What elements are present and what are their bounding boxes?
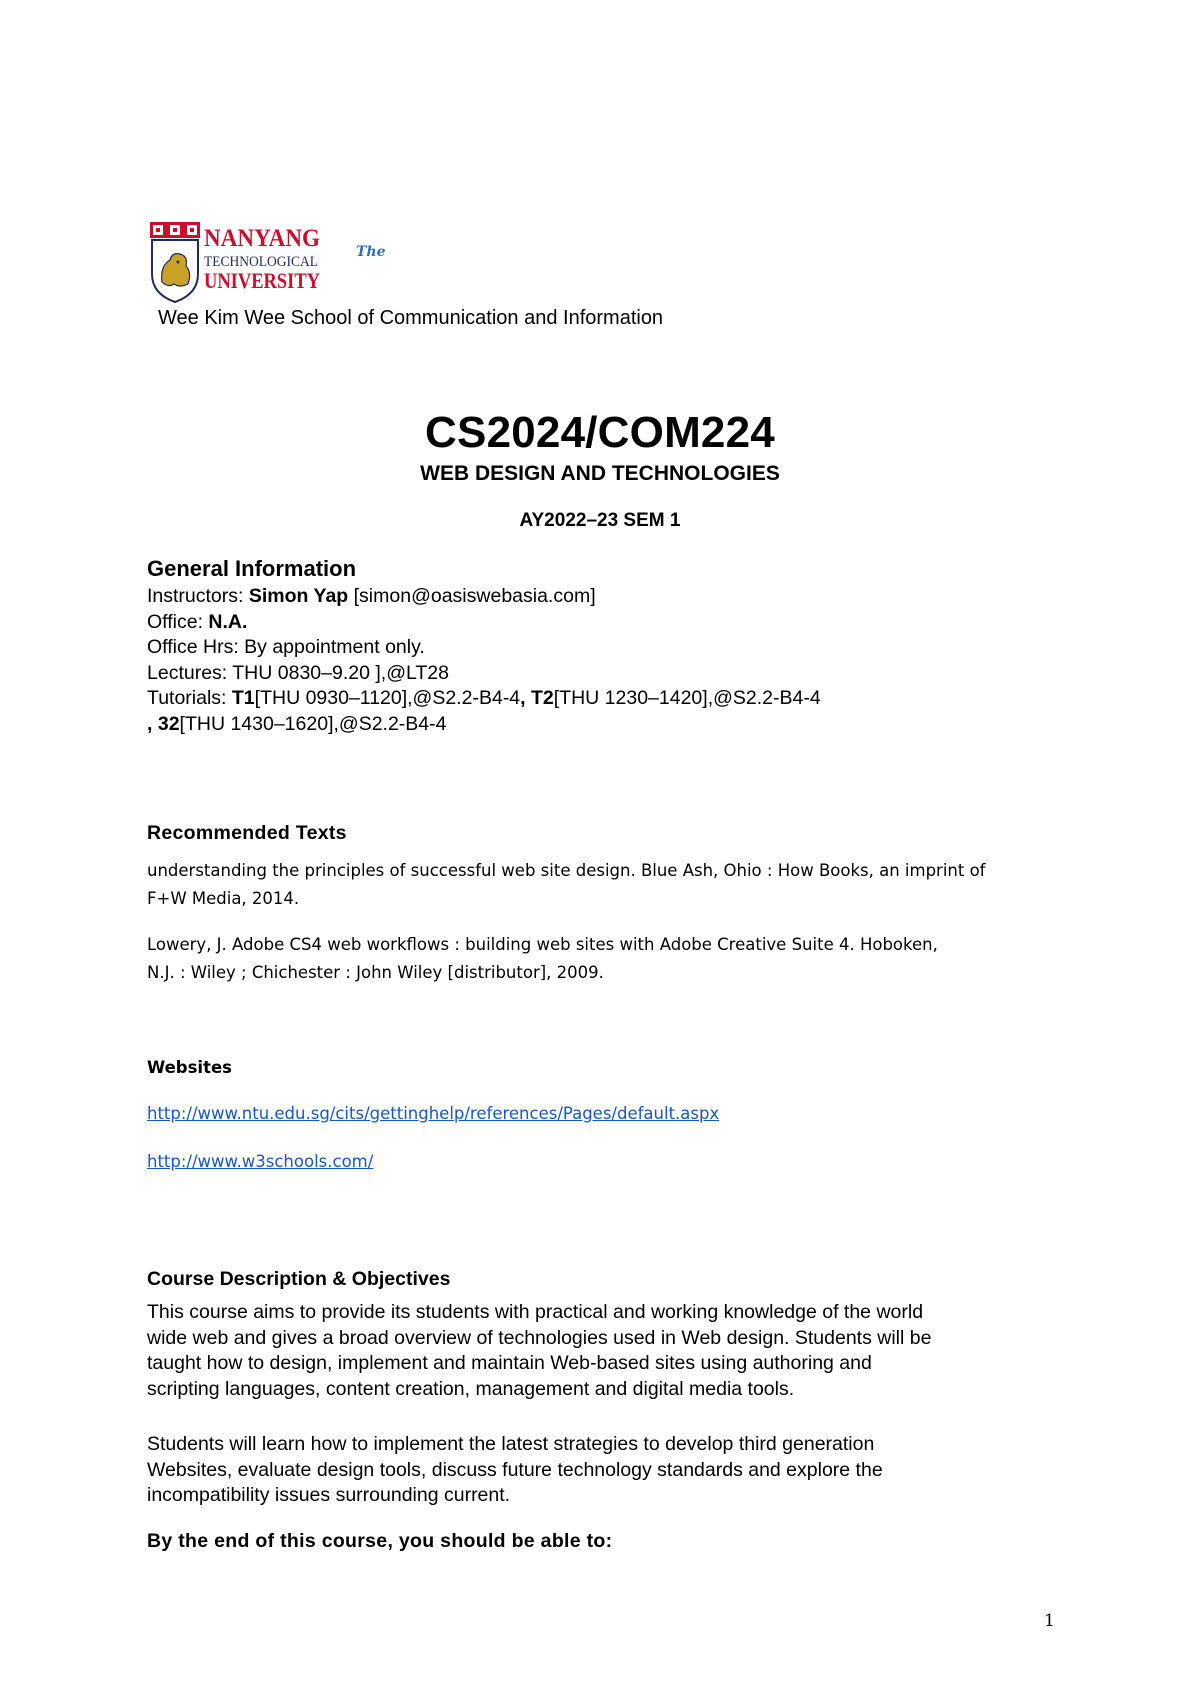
- svg-text:UNIVERSITY: UNIVERSITY: [204, 268, 321, 293]
- lectures-line: Lectures: THU 0830–9.20 ],@LT28: [147, 661, 449, 684]
- paragraph-line: taught how to design, implement and maintain Web-based sites using authoring and: [147, 1352, 872, 1374]
- logo-suffix: The: [356, 244, 386, 260]
- paragraph-line: wide web and gives a broad overview of technologies used in Web design. Students will be: [147, 1326, 932, 1349]
- recommended-text-1-line-2: F+W Media, 2014.: [147, 889, 300, 908]
- paragraph-line: This course aims to provide its students with practical and working knowledge of the world: [147, 1301, 924, 1323]
- websites-heading: Websites: [147, 1058, 232, 1077]
- recommended-text-2-line-1: Lowery, J. Adobe CS4 web workflows : building web sites with Adobe Creative Suite 4. Hoboken,: [147, 935, 938, 954]
- course-term: AY2022–23 SEM 1: [519, 510, 681, 531]
- course-description-heading: Course Description & Objectives: [147, 1268, 451, 1290]
- paragraph-line: incompatibility issues surrounding current.: [147, 1484, 511, 1506]
- tutorial-t1-value: [THU 0930–1120],@S2.2-B4-4: [254, 687, 521, 709]
- instructors-label: Instructors:: [147, 585, 249, 607]
- tutorial-t2-label: T2: [531, 687, 554, 709]
- logo-wordmark: [200, 222, 326, 302]
- recommended-text-2: [147, 931, 1107, 987]
- general-info-heading: General Information: [147, 556, 357, 581]
- website-link-w3schools[interactable]: http://www.w3schools.com/: [147, 1152, 374, 1171]
- tutorials-line: [147, 686, 1107, 712]
- course-description-paragraph-1: [147, 1300, 1107, 1402]
- tutorials-label: Tutorials:: [147, 687, 232, 709]
- page-number: 1: [1044, 1611, 1055, 1631]
- tutorial-separator: ,: [147, 712, 158, 735]
- recommended-text-1-line-1: understanding the principles of successful web site design. Blue Ash, Ohio : How Books, an imprint of: [147, 861, 986, 880]
- office-value: N.A.: [208, 610, 248, 633]
- tutorial-t3-value: [THU 1430–1620],@S2.2-B4-4: [179, 712, 447, 735]
- tutorial-t2-value: [THU 1230–1420],@S2.2-B4-4: [553, 687, 821, 709]
- office-label: Office:: [147, 610, 209, 633]
- course-name: WEB DESIGN AND TECHNOLOGIES: [420, 462, 780, 485]
- website-link-ntu[interactable]: http://www.ntu.edu.sg/cits/gettinghelp/references/Pages/default.aspx: [147, 1104, 720, 1123]
- course-description-paragraph-2: [147, 1432, 1107, 1509]
- paragraph-line: scripting languages, content creation, management and digital media tools.: [147, 1377, 795, 1400]
- office-line: [147, 610, 1107, 636]
- svg-text:NANYANG: NANYANG: [204, 225, 320, 252]
- recommended-texts-heading: Recommended Texts: [147, 822, 347, 844]
- svg-text:TECHNOLOGICAL: TECHNOLOGICAL: [204, 254, 318, 270]
- paragraph-line: Students will learn how to implement the latest strategies to develop third generation: [147, 1433, 875, 1455]
- tutorial-separator: ,: [520, 687, 531, 709]
- recommended-text-2-line-2: N.J. : Wiley ; Chichester : John Wiley [distributor], 2009.: [147, 963, 604, 982]
- office-hours-line: Office Hrs: By appointment only.: [147, 636, 425, 658]
- tutorial-t1-label: T1: [231, 687, 255, 709]
- school-name: Wee Kim Wee School of Communication and Information: [158, 307, 664, 329]
- objectives-intro: By the end of this course, you should be able to:: [147, 1530, 613, 1552]
- general-info: [147, 584, 1107, 737]
- tutorial-t3-label: 32: [157, 712, 180, 735]
- instructors-line: [147, 584, 1107, 610]
- course-code: CS2024/COM224: [425, 408, 775, 457]
- tutorials-line-2: [147, 712, 1107, 738]
- instructor-email: [simon@oasiswebasia.com]: [348, 585, 596, 607]
- recommended-text-1: [147, 857, 1107, 913]
- paragraph-line: Websites, evaluate design tools, discuss future technology standards and explore the: [147, 1458, 883, 1481]
- university-logo: [150, 222, 326, 302]
- instructor-name: Simon Yap: [248, 585, 349, 607]
